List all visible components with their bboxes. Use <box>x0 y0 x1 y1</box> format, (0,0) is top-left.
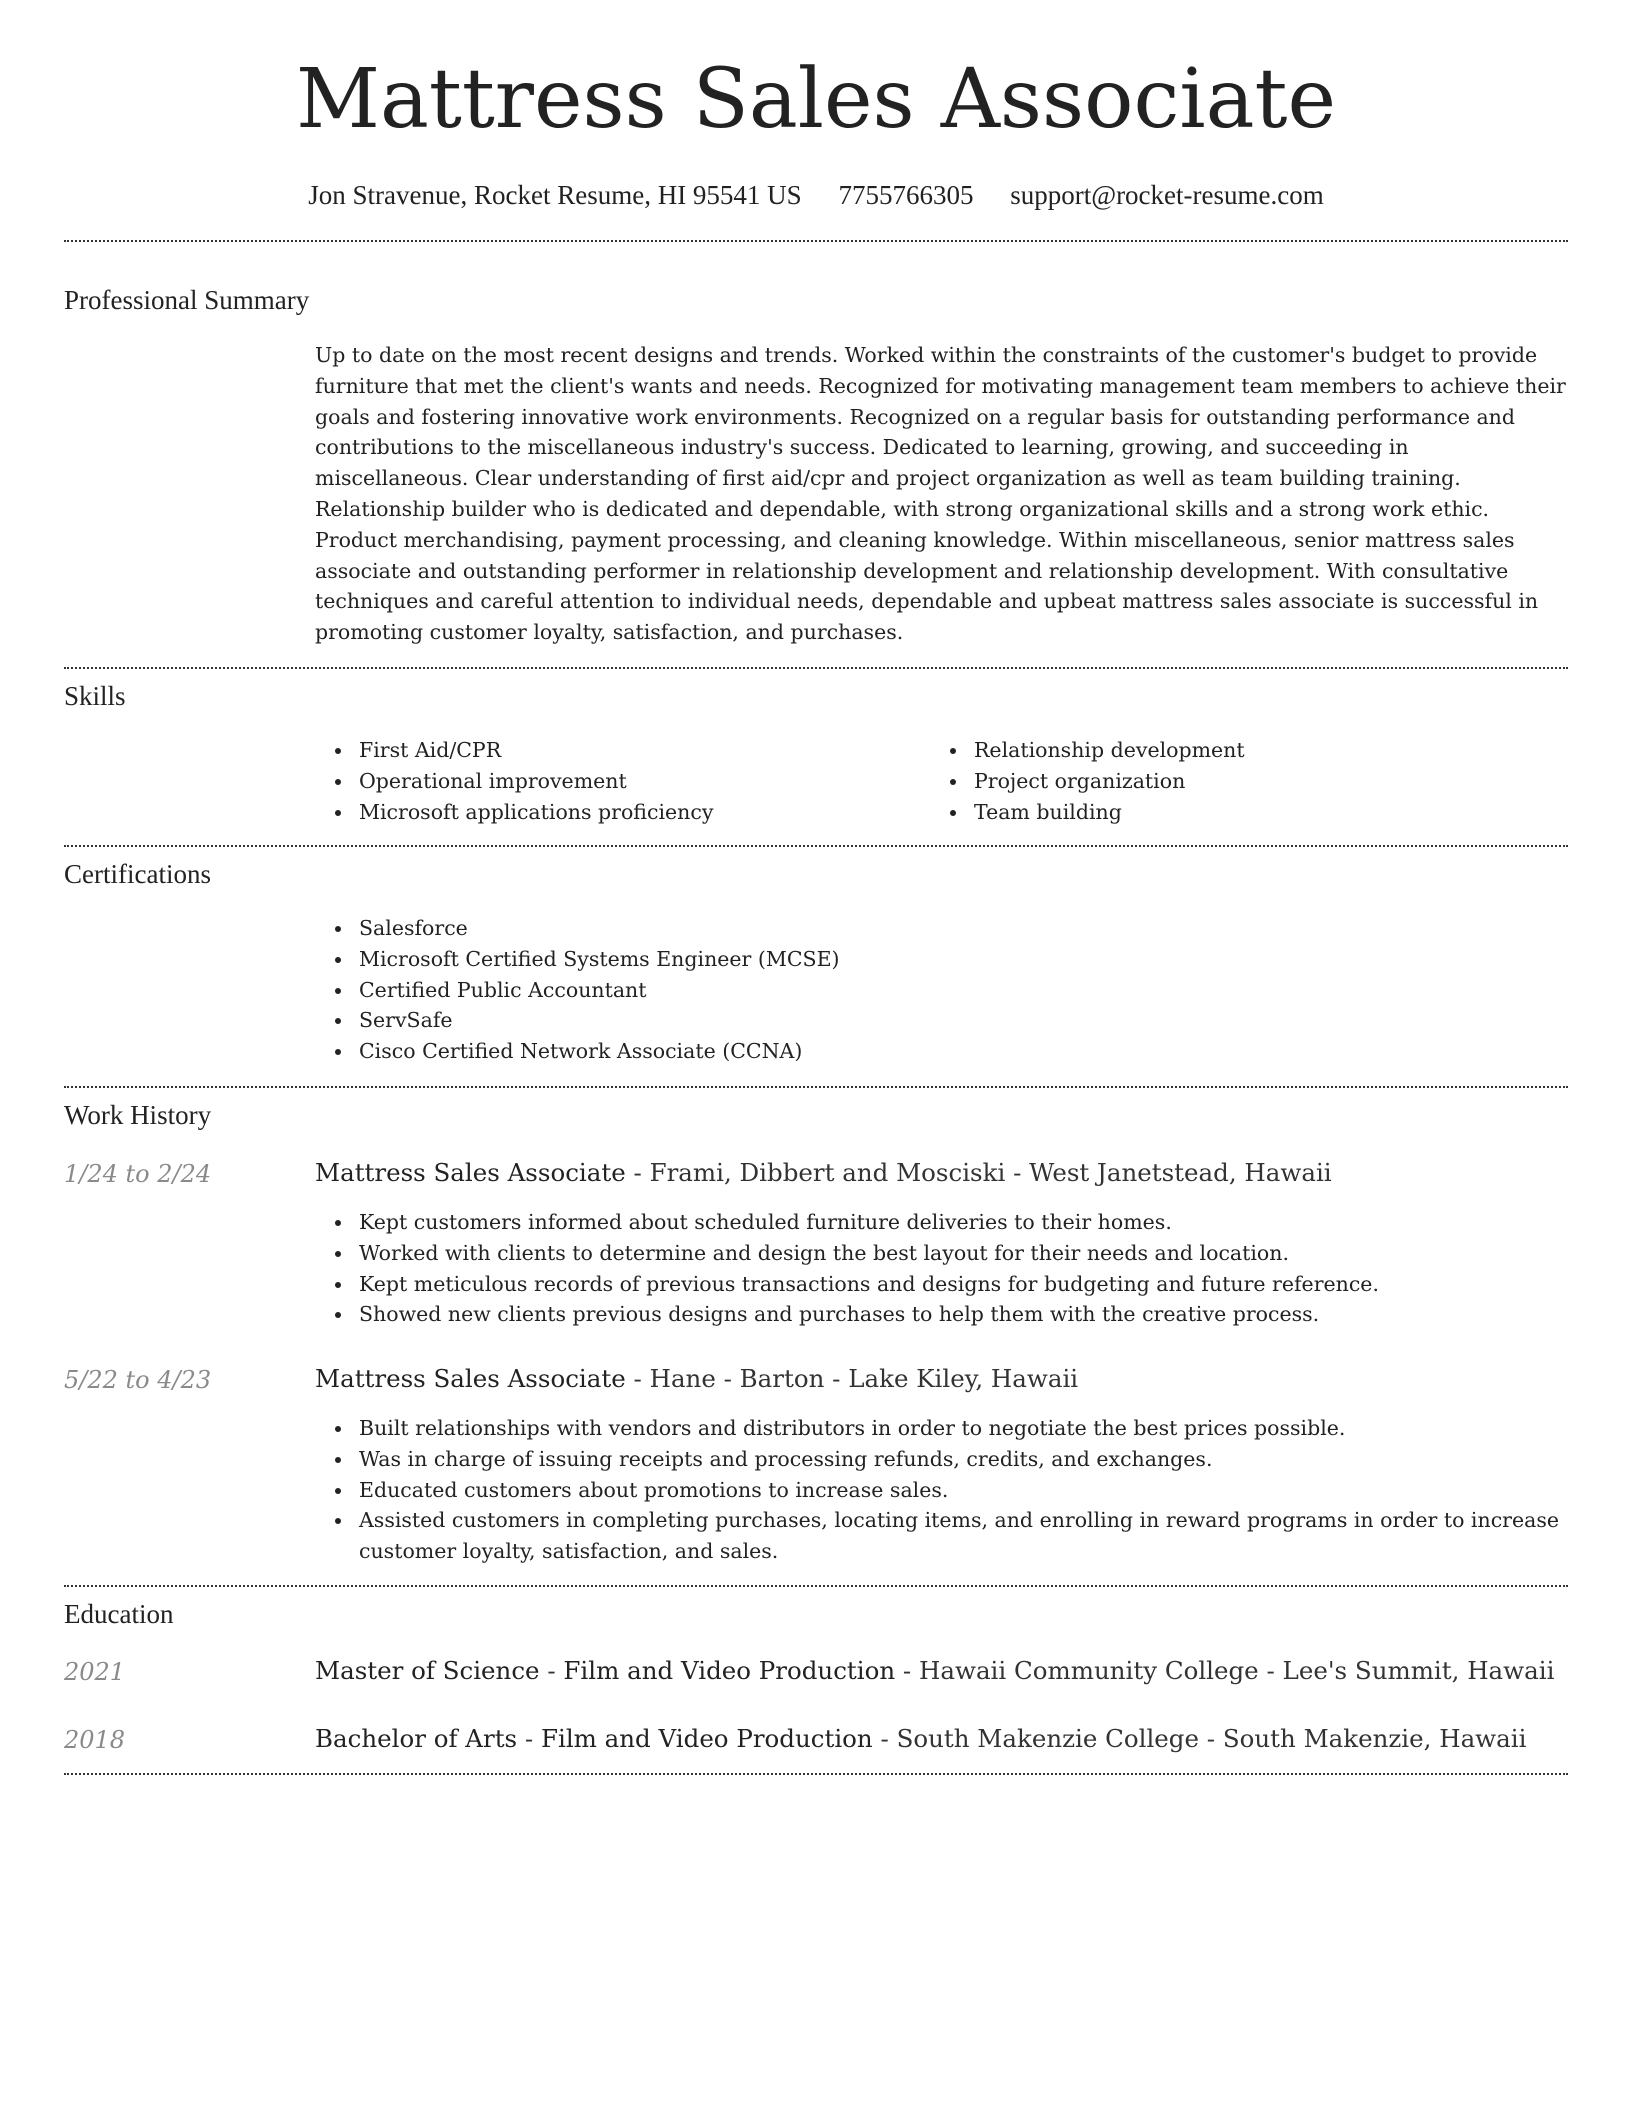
list-item: Kept customers informed about scheduled furniture deliveries to their homes. <box>315 1207 1568 1238</box>
resume-header <box>64 0 1568 212</box>
list-item: Team building <box>930 797 1545 828</box>
section-heading-skills: Skills <box>64 681 126 711</box>
job-dates: 5/22 to 4/23 <box>64 1366 212 1394</box>
divider <box>64 1773 1568 1775</box>
education-year: 2018 <box>64 1726 126 1754</box>
job-location: Lake Kiley, Hawaii <box>848 1364 1079 1393</box>
divider <box>64 845 1568 847</box>
job-title-line <box>315 1363 1078 1395</box>
candidate-name: Mattress Sales Associate <box>296 52 1336 147</box>
education-degree: Master of Science <box>315 1656 540 1685</box>
list-item: Cisco Certified Network Associate (CCNA) <box>315 1036 1568 1067</box>
list-item: Was in charge of issuing receipts and processing refunds, credits, and exchanges. <box>315 1444 1568 1475</box>
education-field: Film and Video Production <box>540 1724 873 1753</box>
list-item: Assisted customers in completing purchases, locating items, and enrolling in reward programs in order to increase customer loyalty, satisfaction, and sales. <box>315 1505 1568 1567</box>
summary-text: Up to date on the most recent designs and trends. Worked within the constraints of the customer's budget to provide furniture that met the client's wants and needs. Recognized for motivating management team members to achieve their goals and fostering innovative work environments. Recognized on a regular basis for outstanding performance and contributions to the miscellaneous industry's success. Dedicated to learning, growing, and succeeding in miscellaneous. Clear understanding of first aid/cpr and project organization as well as team building training. Relationship builder who is dedicated and dependable, with strong organizational skills and a strong work ethic. Product merchandising, payment processing, and cleaning knowledge. Within miscellaneous, senior mattress sales associate and outstanding performer in relationship development and relationship development. With consultative techniques and careful attention to individual needs, dependable and upbeat mattress sales associate is successful in promoting customer loyalty, satisfaction, and purchases. <box>315 343 1566 645</box>
list-item: ServSafe <box>315 1005 1568 1036</box>
list-item: Microsoft Certified Systems Engineer (MCSE) <box>315 944 1568 975</box>
education-location: South Makenzie, Hawaii <box>1222 1724 1527 1753</box>
job-bullets <box>315 1207 1568 1330</box>
contact-line <box>64 178 1568 212</box>
certifications-list <box>315 913 1568 1067</box>
job-company: Frami, Dibbert and Mosciski <box>649 1158 1006 1187</box>
section-heading-summary: Professional Summary <box>64 285 310 315</box>
divider <box>64 240 1568 242</box>
list-item: Certified Public Accountant <box>315 975 1568 1006</box>
list-item: Educated customers about promotions to increase sales. <box>315 1475 1568 1506</box>
job-bullets <box>315 1413 1568 1567</box>
contact-phone: 7755766305 <box>838 180 974 210</box>
separator: - <box>872 1724 897 1753</box>
job-title-line <box>315 1157 1332 1189</box>
separator: - <box>625 1158 650 1187</box>
separator: - <box>1258 1656 1283 1685</box>
list-item: Salesforce <box>315 913 1568 944</box>
separator: - <box>1198 1724 1223 1753</box>
skills-column-left <box>315 735 930 827</box>
list-item: Kept meticulous records of previous transactions and designs for budgeting and future reference. <box>315 1269 1568 1300</box>
section-heading-work-history: Work History <box>64 1100 212 1130</box>
section-heading-education: Education <box>64 1599 174 1629</box>
separator: - <box>824 1364 849 1393</box>
list-item: Showed new clients previous designs and purchases to help them with the creative process. <box>315 1299 1568 1330</box>
list-item: Relationship development <box>930 735 1545 766</box>
list-item: First Aid/CPR <box>315 735 930 766</box>
contact-address: Jon Stravenue, Rocket Resume, HI 95541 US <box>308 180 802 210</box>
separator: - <box>517 1724 541 1753</box>
education-location: Lee's Summit, Hawaii <box>1282 1656 1555 1685</box>
list-item: Worked with clients to determine and design the best layout for their needs and location. <box>315 1238 1568 1269</box>
separator: - <box>625 1364 650 1393</box>
divider <box>64 1585 1568 1587</box>
list-item: Microsoft applications proficiency <box>315 797 930 828</box>
separator: - <box>895 1656 919 1685</box>
contact-email: support@rocket-resume.com <box>1010 180 1324 210</box>
education-school: Hawaii Community College <box>919 1656 1259 1685</box>
job-title: Mattress Sales Associate <box>315 1364 626 1393</box>
education-school: South Makenzie College <box>896 1724 1199 1753</box>
education-degree: Bachelor of Arts <box>315 1724 518 1753</box>
resume-page <box>64 0 1568 1754</box>
education-line <box>315 1723 1526 1755</box>
job-dates: 1/24 to 2/24 <box>64 1160 212 1188</box>
list-item: Built relationships with vendors and distributors in order to negotiate the best prices possible. <box>315 1413 1568 1444</box>
job-title: Mattress Sales Associate <box>315 1158 626 1187</box>
education-year: 2021 <box>64 1658 126 1686</box>
skills-list <box>315 735 1568 827</box>
section-heading-certifications: Certifications <box>64 859 211 889</box>
education-line <box>315 1655 1554 1687</box>
divider <box>64 667 1568 669</box>
skills-column-right <box>930 735 1545 827</box>
divider <box>64 1086 1568 1088</box>
list-item: Operational improvement <box>315 766 930 797</box>
job-location: West Janetstead, Hawaii <box>1029 1158 1332 1187</box>
separator: - <box>539 1656 564 1685</box>
job-company: Hane - Barton <box>649 1364 825 1393</box>
education-field: Film and Video Production <box>563 1656 896 1685</box>
list-item: Project organization <box>930 766 1545 797</box>
separator: - <box>1005 1158 1030 1187</box>
